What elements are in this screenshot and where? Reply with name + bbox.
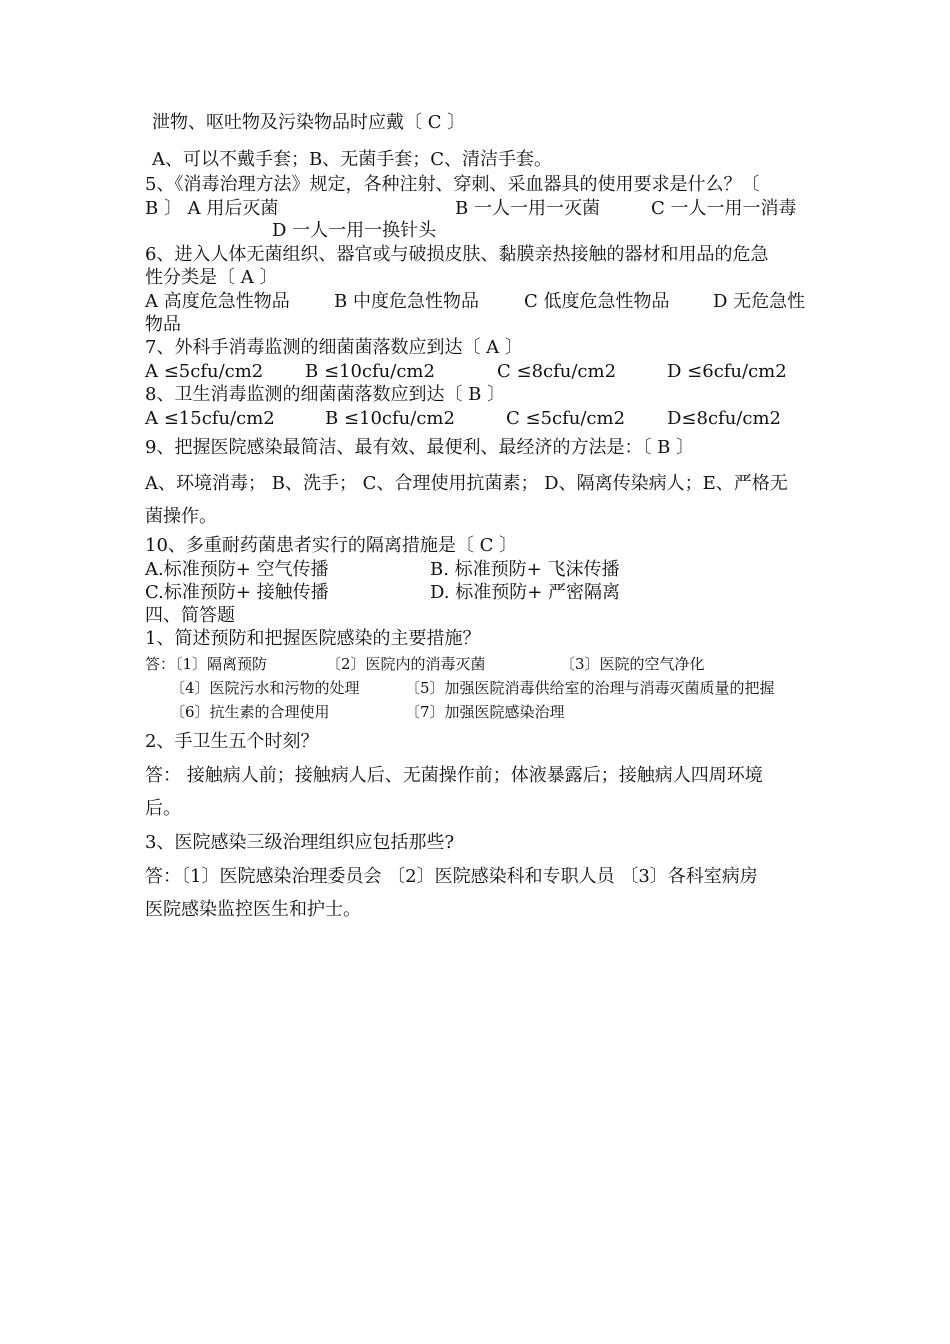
option-c: C 低度危急性物品 — [524, 291, 670, 312]
option-d: D≤8cfu/cm2 — [667, 408, 781, 429]
answer-item: 〔3〕医院的空气净化 — [560, 655, 705, 673]
option-b: B ≤10cfu/cm2 — [325, 408, 455, 429]
option-b: B 中度危急性物品 — [334, 291, 479, 312]
answer-text-cont: 医院感染监控医生和护士。 — [145, 899, 361, 920]
option-d: D ≤6cfu/cm2 — [667, 361, 787, 382]
answer-item: 〔4〕医院污水和污物的处理 — [170, 679, 360, 697]
answer-item: 〔2〕医院内的消毒灭菌 — [326, 655, 486, 673]
option-b: B 一人一用一灭菌 — [455, 198, 600, 219]
answer-item: 答：〔1〕隔离预防 — [145, 655, 268, 673]
short-question-2: 2、手卫生五个时刻？ — [145, 731, 319, 752]
option-b: B ≤10cfu/cm2 — [305, 361, 435, 382]
option-a: B 〕 A 用后灭菌 — [145, 198, 279, 219]
answer-text: 答：〔1〕医院感染治理委员会 〔2〕医院感染科和专职人员 〔3〕各科室病房 — [145, 866, 758, 887]
option-a: A ≤15cfu/cm2 — [145, 408, 275, 429]
answer-item: 〔7〕加强医院感染治理 — [405, 703, 565, 721]
short-question-1: 1、简述预防和把握医院感染的主要措施？ — [145, 628, 481, 649]
option-b: B. 标准预防+ 飞沫传播 — [430, 559, 620, 580]
option-d: D 无危急性 — [713, 291, 806, 312]
option-d-cont: 物品 — [145, 314, 181, 335]
option-c: C.标准预防+ 接触传播 — [145, 582, 329, 603]
text-line: 泄物、呕吐物及污染物品时应戴〔 C 〕 — [152, 112, 466, 133]
answer-text-cont: 后。 — [145, 798, 181, 819]
question-5: 5、《消毒治理方法》规定，各种注射、穿刺、采血器具的使用要求是什么？〔 — [145, 174, 760, 195]
option-c: C ≤5cfu/cm2 — [506, 408, 626, 429]
option-c: C ≤8cfu/cm2 — [497, 361, 617, 382]
option-d: D 一人一用一换针头 — [272, 220, 437, 241]
answer-text: 答： 接触病人前；接触病人后、无菌操作前；体液暴露后；接触病人四周环境 — [145, 765, 763, 786]
question-7: 7、外科手消毒监测的细菌菌落数应到达〔 A 〕 — [145, 337, 523, 358]
answer-item: 〔6〕抗生素的合理使用 — [170, 703, 330, 721]
option-d: D. 标准预防+ 严密隔离 — [430, 582, 621, 603]
option-a: A.标准预防+ 空气传播 — [145, 559, 329, 580]
question-9: 9、把握医院感染最简洁、最有效、最便利、最经济的方法是：〔 B 〕 — [145, 437, 695, 458]
question-9-options: A、环境消毒； B、洗手； C、合理使用抗菌素； D、隔离传染病人；E、严格无 — [145, 473, 788, 494]
question-9-options-cont: 菌操作。 — [145, 506, 217, 527]
answer-options: A、可以不戴手套；B、无菌手套；C、清洁手套。 — [152, 149, 552, 170]
short-question-3: 3、医院感染三级治理组织应包括那些? — [145, 832, 455, 853]
question-6-cont: 性分类是〔 A 〕 — [145, 267, 278, 288]
option-a: A 高度危急性物品 — [145, 291, 290, 312]
question-8: 8、卫生消毒监测的细菌菌落数应到达〔 B 〕 — [145, 384, 506, 405]
answer-item: 〔5〕加强医院消毒供给室的治理与消毒灭菌质量的把握 — [405, 679, 775, 697]
option-c: C 一人一用一消毒 — [651, 198, 797, 219]
question-6: 6、进入人体无菌组织、器官或与破损皮肤、黏膜亲热接触的器材和用品的危急 — [145, 244, 769, 265]
section-heading: 四、简答题 — [145, 605, 235, 626]
question-10: 10、多重耐药菌患者实行的隔离措施是〔 C 〕 — [145, 535, 518, 556]
option-a: A ≤5cfu/cm2 — [145, 361, 264, 382]
